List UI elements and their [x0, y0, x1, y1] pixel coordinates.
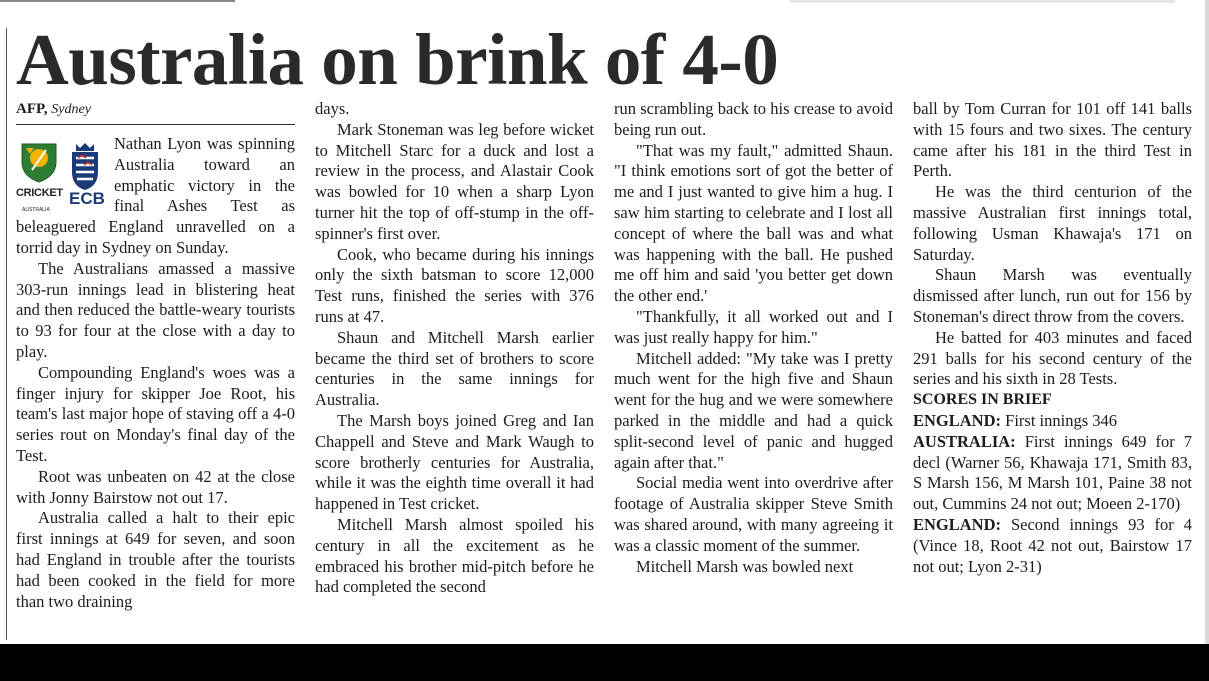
- paragraph: The Marsh boys joined Greg and Ian Chappell and Steve and Mark Waugh to score brotherly centuries for Australia, while it was the eighth time overall it had happened in Test cricket.: [315, 410, 594, 514]
- paragraph: Mitchell Marsh almost spoiled his century in all the excitement as he embraced his brother mid-pitch before he had completed the second: [315, 514, 594, 597]
- paragraph: Mark Stoneman was leg before wicket to Mitchell Starc for a duck and lost a review in the process, and Alastair Cook was bowled for 10 when a sharp Lyon turner hit the top of off-stump in the off-spinner's first over.: [315, 119, 594, 243]
- paragraph: Compounding England's woes was a finger injury for skipper Joe Root, his team's last major hope of staving off a 4-0 series rout on Monday's final day of the Test.: [16, 362, 295, 465]
- ecb-text: ECB: [69, 189, 105, 208]
- score-line: [913, 432, 1192, 515]
- paragraph: run scrambling back to his crease to avoid being run out.: [614, 99, 893, 139]
- article-column-4: [913, 99, 1192, 577]
- score-team: ENGLAND:: [913, 410, 1002, 430]
- paragraph: Mitchell Marsh was bowled next: [636, 556, 854, 576]
- top-rule: [0, 0, 235, 2]
- right-border: [1205, 0, 1209, 644]
- article-column-2: [315, 99, 594, 598]
- ecb-logo: [68, 142, 102, 192]
- cricket-australia-text: CRICKET: [16, 187, 63, 199]
- paragraph: Root was unbeaten on 42 at the close with Jonny Bairstow not out 17.: [16, 466, 295, 507]
- score-line: [913, 515, 1192, 577]
- byline-rule: [16, 124, 295, 125]
- left-border: [6, 28, 7, 640]
- paragraph: Shaun Marsh was eventually dismissed after lunch, run out for 156 by Stoneman's direct throw from the covers.: [913, 265, 1192, 326]
- paragraph: "That was my fault," admitted Shaun. "I think emotions sort of got the better of me and I just wanted to give him a hug. I saw him starting to celebrate and I lost all concept of where the ball was and what was happening with the ball. He pushed me off him and said 'you better get down the other end.': [614, 140, 893, 306]
- paragraph: "Thankfully, it all worked out and I was just really happy for him.": [614, 306, 893, 347]
- top-rule-faint: [790, 0, 1175, 3]
- headline: Australia on brink of 4-0: [16, 19, 779, 100]
- paragraph: Australia called a halt to their epic first innings at 649 for seven, and soon had England in trouble after the tourists had been cooked in the field for more than two draining: [16, 508, 295, 611]
- paragraph: The Australians amassed a massive 303-run innings lead in blistering heat and then reduced the battle-weary tourists to 93 for four at the close with a day to play.: [16, 258, 295, 361]
- paragraph: He was the third centurion of the massive Australian first innings total, following Usman Khawaja's 171 on Saturday.: [913, 182, 1192, 264]
- score-team: AUSTRALIA:: [913, 431, 1016, 451]
- score-text: First innings 346: [1005, 410, 1117, 430]
- paragraph: Cook, who became during his innings only the sixth batsman to score 12,000 Test runs, finished the series with 376 runs at 47.: [315, 244, 594, 326]
- paragraph: Nathan Lyon was spinning Australia toward an emphatic victory in the final Ashes Test as beleaguered England unravelled on a torrid day in Sydney on Sunday.: [16, 134, 295, 257]
- byline-location: Sydney: [51, 102, 91, 117]
- scores-heading: SCORES IN BRIEF: [913, 391, 1052, 409]
- cricket-australia-logo: [18, 140, 60, 184]
- byline-agency: AFP,: [16, 101, 48, 117]
- article-column-3: [614, 99, 893, 577]
- score-text: Second innings 93 for 4 (Vince 18, Root 42 not out, Bairstow 17 not out; Lyon 2-31): [913, 514, 1192, 576]
- paragraph: days.: [315, 99, 350, 118]
- paragraph: Mitchell added: "My take was I pretty much went for the high five and Shaun went for the hug and we were somewhere parked in the middle and had a quick split-second level of panic and hugged again after that.": [614, 348, 893, 472]
- paragraph: ball by Tom Curran for 101 off 141 balls with 15 fours and two sixes. The century came after his 181 in the third Test in Perth.: [913, 99, 1192, 181]
- cricket-australia-subtext: AUSTRALIA: [22, 207, 50, 213]
- score-team: ENGLAND:: [913, 514, 1002, 534]
- bottom-bar: [0, 644, 1209, 681]
- score-line: [913, 411, 1192, 432]
- logos: [16, 140, 108, 216]
- paragraph: Social media went into overdrive after footage of Australia skipper Steve Smith was shared around, with many agreeing it was a classic moment of the summer.: [614, 473, 893, 555]
- byline: [16, 101, 91, 118]
- score-text: First innings 649 for 7 decl (Warner 56, Khawaja 171, Smith 83, S Marsh 156, M Marsh 101, Paine 38 not out, Cummins 24 not out; Moeen 2-170): [913, 431, 1192, 514]
- article-column-1: [16, 134, 295, 612]
- paragraph: He batted for 403 minutes and faced 291 balls for his second century of the series and his sixth in 28 Tests.: [913, 327, 1192, 389]
- paragraph: Shaun and Mitchell Marsh earlier became the third set of brothers to score centuries in the same innings for Australia.: [315, 327, 594, 410]
